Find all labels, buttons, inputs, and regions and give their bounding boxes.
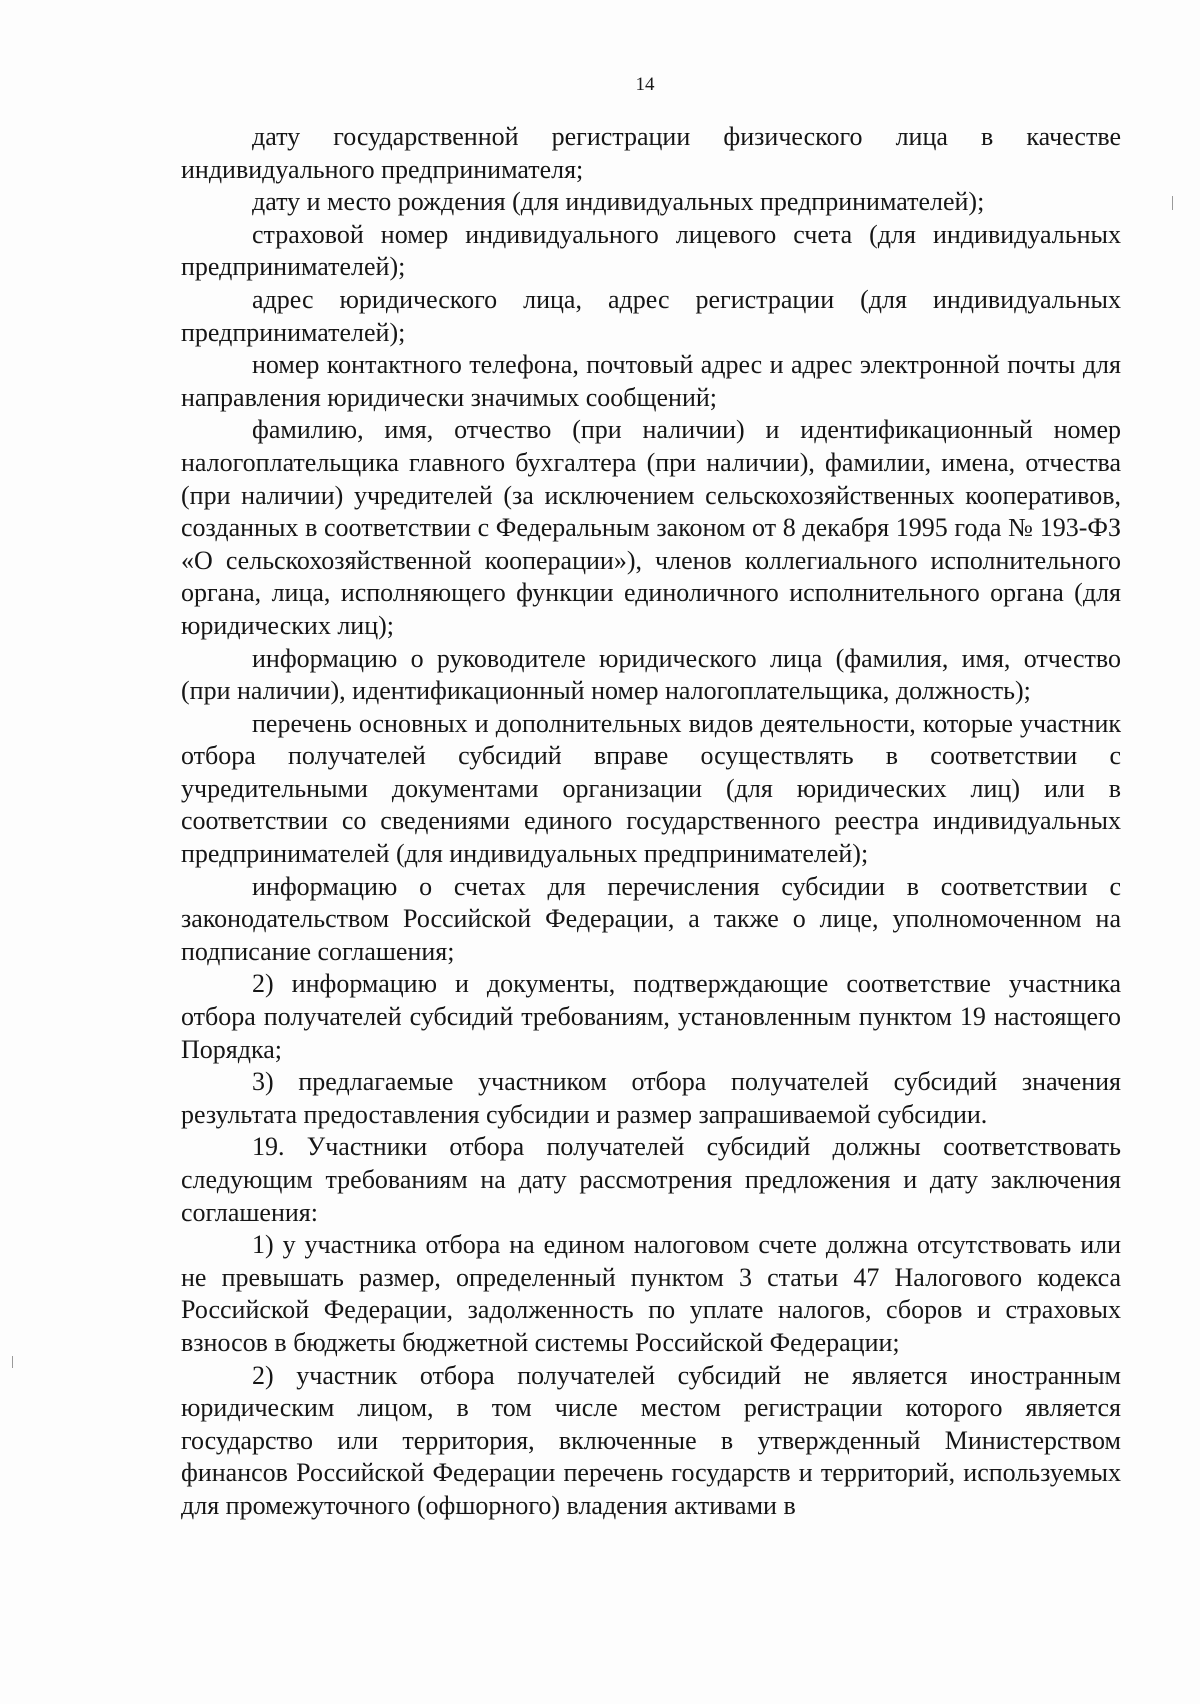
paragraph: 2) участник отбора получателей субсидий не является иностранным юридическим лицом, в том числе местом регистрации которого является государство или территория, включенные в утвержденный Министерством финансов Российской Федерации перечень государств и территорий, используемых для промежуточного (офшорного) владения активами в [181, 1360, 1121, 1520]
paragraph: 1) у участника отбора на едином налоговом счете должна отсутствовать или не превышать размер, определенный пунктом 3 статьи 47 Налогового кодекса Российской Федерации, задолженность по уплате налогов, сборов и страховых взносов в бюджеты бюджетной системы Российской Федерации; [181, 1230, 1121, 1357]
paragraph: дату государственной регистрации физического лица в качестве индивидуального предпринимателя; [181, 122, 1121, 184]
paragraph: 19. Участники отбора получателей субсидий должны соответствовать следующим требованиям на дату рассмотрения предложения и дату заключения соглашения: [181, 1132, 1121, 1227]
paragraph: информацию о руководителе юридического лица (фамилия, имя, отчество (при наличии), идентификационный номер налогоплательщика, должность); [181, 643, 1121, 706]
paragraph: страховой номер индивидуального лицевого счета (для индивидуальных предпринимателей); [181, 219, 1121, 282]
document-body [181, 121, 1121, 1523]
paragraph: 2) информацию и документы, подтверждающие соответствие участника отбора получателей субсидий требованиям, установленным пунктом 19 настоящего Порядка; [181, 969, 1121, 1064]
paragraph: дату и место рождения (для индивидуальных предпринимателей); [252, 187, 985, 217]
paragraph: 3) предлагаемые участником отбора получателей субсидий значения результата предоставления субсидии и размер запрашиваемой субсидии. [181, 1067, 1121, 1129]
scan-artifact [1172, 196, 1173, 210]
scan-artifact [12, 1356, 13, 1368]
page-number: 14 [635, 74, 655, 95]
paragraph: информацию о счетах для перечисления субсидии в соответствии с законодательством Российской Федерации, а также о лице, уполномоченном на подписание соглашения; [181, 871, 1121, 966]
paragraph: перечень основных и дополнительных видов деятельности, которые участник отбора получателей субсидий вправе осуществлять в соответствии с учредительными документами организации (для юридических лиц) или в соответствии со сведениями единого государственного реестра индивидуальных предпринимателей (для индивидуальных предпринимателей); [181, 708, 1121, 869]
paragraph: номер контактного телефона, почтовый адрес и адрес электронной почты для направления юридически значимых сообщений; [181, 350, 1121, 412]
paragraph: фамилию, имя, отчество (при наличии) и идентификационный номер налогоплательщика главного бухгалтера (при наличии), фамилии, имена, отчества (при наличии) учредителей (за исключением сельскохозяйственных кооперативов, созданных в соответствии с Федеральным законом от 8 декабря 1995 года № 193-ФЗ «О сельскохозяйственной кооперации»), членов коллегиального исполнительного органа, лица, исполняющего функции единоличного исполнительного органа (для юридических лиц); [181, 415, 1121, 640]
paragraph: адрес юридического лица, адрес регистрации (для индивидуальных предпринимателей); [181, 284, 1121, 347]
